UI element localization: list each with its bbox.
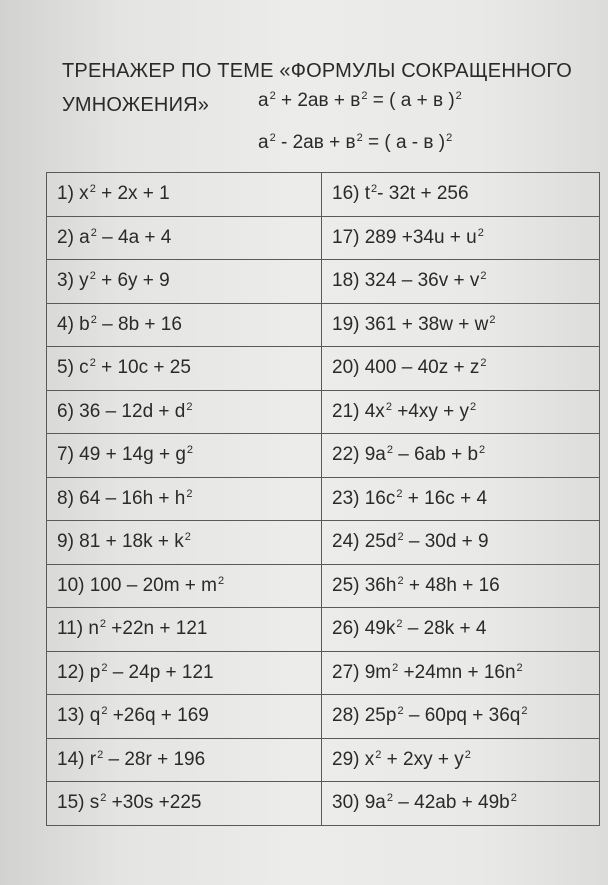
- exercise-cell: 23) $16c^2 + 16c + 4$: [322, 477, 600, 521]
- exercise-cell: 18) $324 - 36v + v^2$: [322, 260, 600, 304]
- exponent: 2: [385, 400, 392, 413]
- table-row: [47, 651, 600, 695]
- exercise-cell: 10) $100 - 20m + m^2$: [47, 564, 322, 608]
- exercise-cell: 5) $c^2 + 10c + 25$: [47, 347, 322, 391]
- exponent: 2: [521, 705, 528, 718]
- exponent: 2: [218, 574, 225, 587]
- exercise-cell: 17) $289 +34u + u^2$: [322, 216, 600, 260]
- formula-square-of-sum: $a^2 + 2ав + в^2$ = ( а + в )$^2$: [258, 90, 462, 111]
- exponent: 2: [90, 226, 97, 239]
- exponent: 2: [89, 270, 96, 283]
- exponent: 2: [464, 748, 471, 761]
- exercise-cell: 29) $x^2 + 2xy + y^2$: [322, 738, 600, 782]
- exponent: 2: [100, 792, 107, 805]
- exponent: 2: [397, 574, 404, 587]
- exercise-cell: 20) $400 - 40z + z^2$: [322, 347, 600, 391]
- table-row: [47, 260, 600, 304]
- table-row: [47, 347, 600, 391]
- exercise-cell: 28) $25p^2 - 60pq + 36q^2$: [322, 695, 600, 739]
- exercise-cell: 22) $9a^2 - 6ab + b^2$: [322, 434, 600, 478]
- exponent: 2: [470, 400, 477, 413]
- table-row: [47, 608, 600, 652]
- table-row: [47, 216, 600, 260]
- exercise-cell: 6) $36 - 12d + d^2$: [47, 390, 322, 434]
- exponent: 2: [184, 531, 191, 544]
- exercise-table: [46, 172, 600, 826]
- exponent: 2: [375, 748, 382, 761]
- exercise-cell: 2) $a^2 - 4a + 4$: [47, 216, 322, 260]
- exponent: 2: [101, 705, 108, 718]
- exponent: 2: [90, 313, 97, 326]
- table-row: [47, 521, 600, 565]
- exercise-cell: 9) $81 + 18k + k^2$: [47, 521, 322, 565]
- exponent: 2: [269, 132, 276, 144]
- exercise-cell: 8) $64 - 16h + h^2$: [47, 477, 322, 521]
- exponent: 2: [446, 132, 453, 144]
- exercise-cell: 14) $r^2 - 28r + 196$: [47, 738, 322, 782]
- exponent: 2: [455, 90, 462, 102]
- exponent: 2: [101, 661, 108, 674]
- exercise-cell: 24) $25d^2 - 30d + 9$: [322, 521, 600, 565]
- exercise-cell: 15) $s^2 +30s +225$: [47, 782, 322, 826]
- exercise-cell: 27) $9m^2 +24mn + 16n^2$: [322, 651, 600, 695]
- table-row: [47, 173, 600, 217]
- exercise-cell: 16) $t^2-$ 32t + 256: [322, 173, 600, 217]
- exercise-cell: 13) $q^2 +26q + 169$: [47, 695, 322, 739]
- exercise-cell: 11) $n^2 +22n + 121$: [47, 608, 322, 652]
- exponent: 2: [99, 618, 107, 631]
- exponent: 2: [516, 661, 523, 674]
- exercise-cell: 25) $36h^2 + 48h + 16$: [322, 564, 600, 608]
- exercise-cell: 21) $4x^2 +4xy + y^2$: [322, 390, 600, 434]
- exponent: 2: [97, 748, 104, 761]
- table-row: [47, 695, 600, 739]
- exponent: 2: [361, 90, 368, 102]
- exponent: 2: [479, 444, 486, 457]
- exponent: 2: [396, 618, 403, 631]
- exponent: 2: [89, 183, 96, 196]
- exponent: 2: [480, 270, 487, 283]
- exponent: 2: [386, 792, 393, 805]
- exercise-cell: 3) $y^2 + 6y + 9$: [47, 260, 322, 304]
- exponent: 2: [397, 705, 404, 718]
- exponent: 2: [186, 487, 193, 500]
- table-row: [47, 303, 600, 347]
- worksheet-title-line-1: ТРЕНАЖЕР ПО ТЕМЕ «ФОРМУЛЫ СОКРАЩЕННОГО: [62, 60, 573, 82]
- exponent: 2: [477, 226, 484, 239]
- exponent: 2: [186, 444, 194, 457]
- exercise-cell: 19) $361 + 38w + w^2$: [322, 303, 600, 347]
- table-row: [47, 564, 600, 608]
- exponent: 2: [510, 792, 517, 805]
- exponent: 2: [186, 400, 193, 413]
- exponent: 2: [89, 357, 96, 370]
- worksheet-title-line-2: УМНОЖЕНИЯ»: [62, 94, 210, 116]
- exercise-cell: 30) $9a^2 - 42ab + 49b^2$: [322, 782, 600, 826]
- exponent: 2: [392, 661, 399, 674]
- exponent: 2: [269, 90, 276, 102]
- exercise-cell: 4) $b^2 - 8b + 16$: [47, 303, 322, 347]
- exponent: 2: [371, 183, 378, 196]
- table-row: [47, 738, 600, 782]
- exponent: 2: [356, 132, 363, 144]
- exercise-cell: 7) $49 + 14g + g^2$: [47, 434, 322, 478]
- exponent: 2: [489, 313, 496, 326]
- exponent: 2: [396, 487, 403, 500]
- exponent: 2: [480, 357, 487, 370]
- table-row: [47, 782, 600, 826]
- formula-square-of-difference: $a^2 - 2ав + в^2$ = ( а - в )$^2$: [258, 132, 453, 153]
- table-row: [47, 390, 600, 434]
- table-row: [47, 434, 600, 478]
- exponent: 2: [397, 531, 404, 544]
- exponent: 2: [386, 444, 393, 457]
- exercise-cell: 12) $p^2 - 24p + 121$: [47, 651, 322, 695]
- exercise-cell: 1) $x^2 + 2x + 1$: [47, 173, 322, 217]
- exercise-cell: 26) $49k^2 - 28k + 4$: [322, 608, 600, 652]
- table-row: [47, 477, 600, 521]
